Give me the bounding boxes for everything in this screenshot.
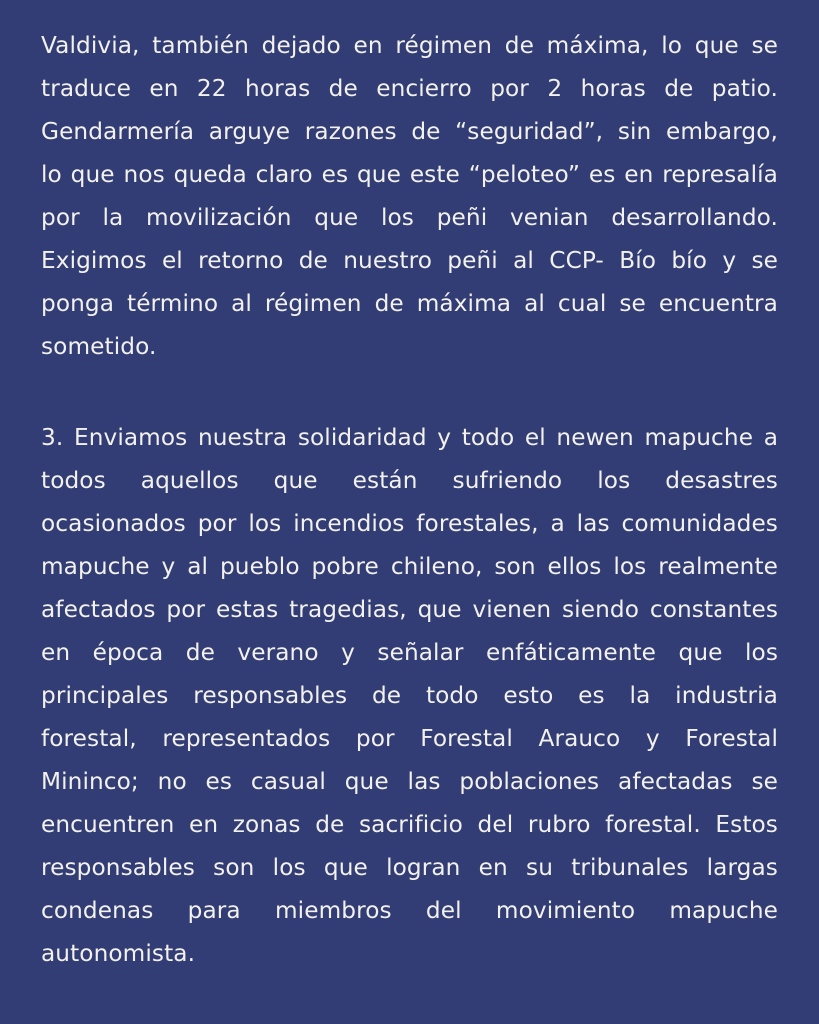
text-line: Mininco; no es casual que las poblaciones afectadas se	[41, 768, 778, 795]
paragraph-1	[41, 24, 778, 368]
text-line: condenas para miembros del movimiento mapuche	[41, 897, 778, 924]
text-line: traduce en 22 horas de encierro por 2 horas de patio.	[41, 75, 778, 102]
text-line: Exigimos el retorno de nuestro peñi al CCP- Bío bío y se	[41, 247, 778, 274]
text-line: sometido.	[41, 333, 157, 360]
text-line: forestal, representados por Forestal Arauco y Forestal	[41, 725, 778, 752]
text-line: mapuche y al pueblo pobre chileno, son ellos los realmente	[41, 553, 778, 580]
text-line: 3. Enviamos nuestra solidaridad y todo el newen mapuche a	[41, 424, 778, 451]
text-line: principales responsables de todo esto es la industria	[41, 682, 778, 709]
text-line: afectados por estas tragedias, que vienen siendo constantes	[41, 596, 778, 623]
text-line: lo que nos queda claro es que este “peloteo” es en represalía	[41, 161, 778, 188]
text-line: Valdivia, también dejado en régimen de máxima, lo que se	[41, 32, 778, 59]
text-line: responsables son los que logran en su tribunales largas	[41, 854, 778, 881]
text-line: todos aquellos que están sufriendo los desastres	[41, 467, 778, 494]
text-line: ocasionados por los incendios forestales, a las comunidades	[41, 510, 778, 537]
text-line: por la movilización que los peñi venian desarrollando.	[41, 204, 778, 231]
paragraph-2	[41, 416, 778, 975]
text-line: encuentren en zonas de sacrificio del rubro forestal. Estos	[41, 811, 778, 838]
text-line: Gendarmería arguye razones de “seguridad”, sin embargo,	[41, 118, 778, 145]
text-line: autonomista.	[41, 940, 196, 967]
text-line: ponga término al régimen de máxima al cual se encuentra	[41, 290, 778, 317]
text-line: en época de verano y señalar enfáticamente que los	[41, 639, 778, 666]
